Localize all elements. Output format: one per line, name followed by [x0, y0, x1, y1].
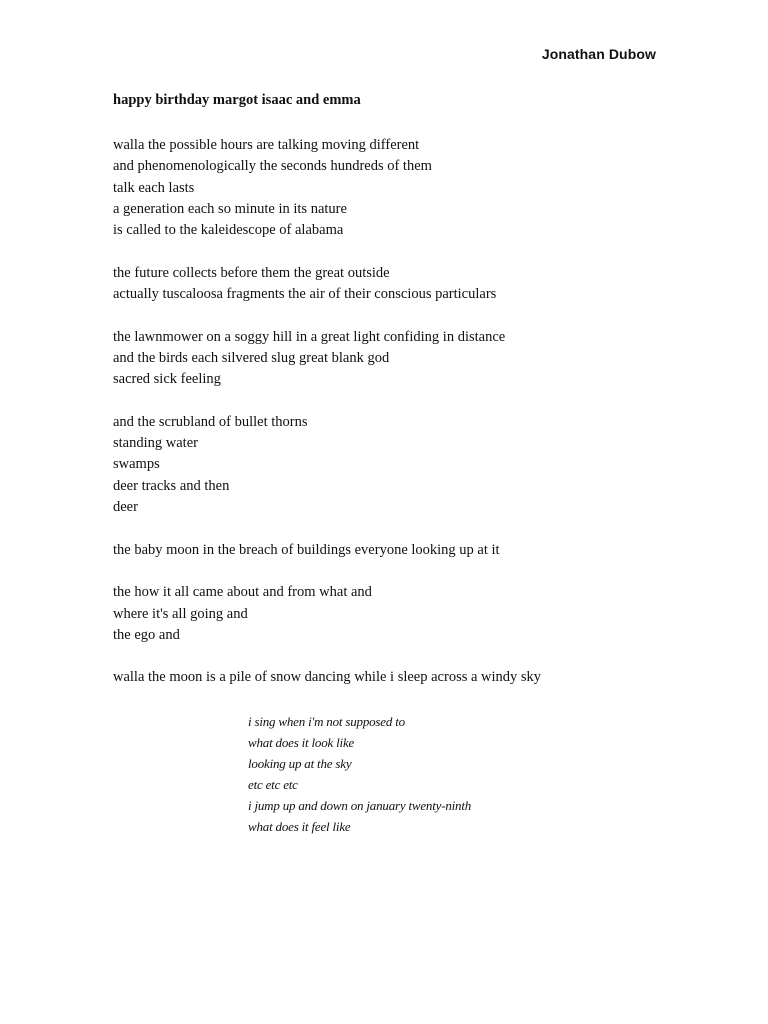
stanza	[113, 135, 713, 241]
poem-body	[113, 135, 713, 710]
poem-line: talk each lasts	[113, 179, 195, 196]
coda-line: looking up at the sky	[248, 756, 352, 771]
poem-title: happy birthday margot isaac and emma	[113, 92, 361, 108]
poem-line: the lawnmower on a soggy hill in a great light confiding in distance	[113, 328, 506, 345]
stanza	[113, 263, 713, 306]
coda-line: i sing when i'm not supposed to	[248, 714, 405, 729]
poem-line: and the birds each silvered slug great blank god	[113, 349, 390, 366]
coda-line: what does it look like	[248, 735, 355, 750]
poem-line: walla the moon is a pile of snow dancing while i sleep across a windy sky	[113, 669, 542, 686]
author-name: Jonathan Dubow	[541, 46, 656, 62]
stanza	[113, 327, 713, 391]
poem-coda	[248, 711, 471, 837]
poem-line: deer	[113, 499, 138, 516]
poem-line: standing water	[113, 435, 198, 452]
poem-line: and the scrubland of bullet thorns	[113, 413, 308, 430]
poem-line: a generation each so minute in its nature	[113, 200, 347, 217]
stanza	[113, 412, 713, 518]
poem-line: where it's all going and	[113, 605, 248, 622]
poem-line: sacred sick feeling	[113, 371, 221, 388]
poem-line: is called to the kaleidescope of alabama	[113, 222, 344, 239]
coda-line: i jump up and down on january twenty-ninth	[248, 798, 472, 813]
coda-line: what does it feel like	[248, 819, 351, 834]
poem-line: the how it all came about and from what and	[113, 584, 372, 601]
poem-line: the future collects before them the great outside	[113, 264, 390, 281]
poem-line: actually tuscaloosa fragments the air of their conscious particulars	[113, 286, 497, 303]
poem-line: deer tracks and then	[113, 477, 230, 494]
coda-line: etc etc etc	[248, 777, 298, 792]
stanza	[113, 582, 713, 646]
stanza	[113, 667, 713, 688]
poem-line: walla the possible hours are talking moving different	[113, 137, 420, 153]
poem-line: and phenomenologically the seconds hundreds of them	[113, 158, 432, 175]
stanza	[113, 540, 713, 561]
poem-line: the ego and	[113, 626, 180, 643]
poem-line: swamps	[113, 456, 160, 473]
poem-line: the baby moon in the breach of buildings everyone looking up at it	[113, 541, 500, 558]
